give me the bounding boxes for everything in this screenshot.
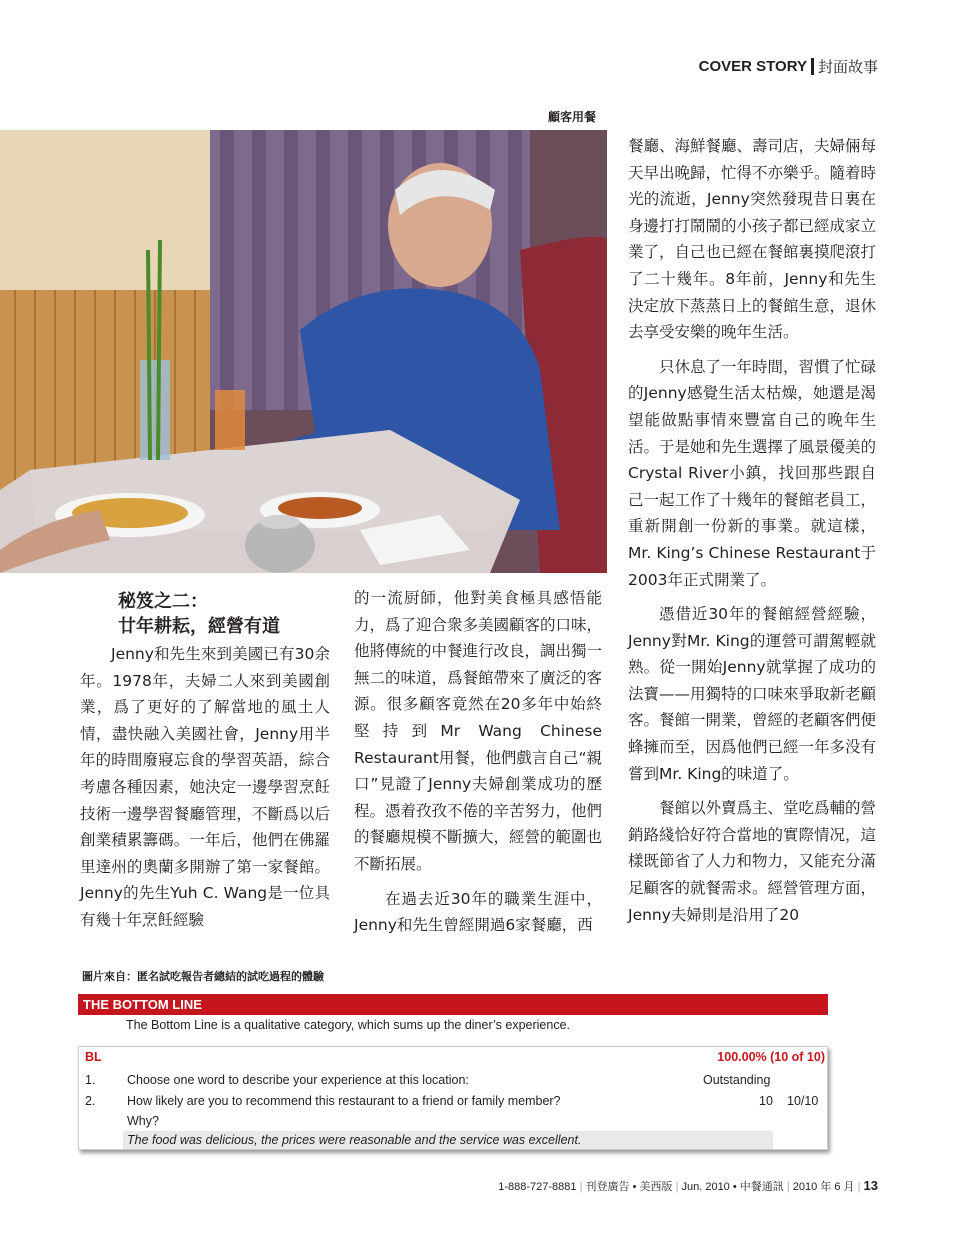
col3-paragraph-4: 餐館以外賣爲主、堂吃爲輔的營銷路綫恰好符合當地的實際情况，這樣既節省了人力和物力，又能充分滿足顧客的就餐需求。經營管理方面，Jenny夫婦則是沿用了20 (628, 799, 877, 924)
image-source-note: 圖片來自：匿名試吃報告者總結的試吃過程的體驗 (82, 970, 324, 983)
footer-date-zh: 2010 年 6 月 (792, 1181, 855, 1193)
bl-score: 100.00% (10 of 10) (717, 1050, 825, 1064)
question-answer: Outstanding (703, 1073, 771, 1087)
bl-label: BL (85, 1050, 102, 1064)
section-header-zh: 封面故事 (817, 59, 878, 76)
col3-paragraph-1: 餐廳、海鮮餐廳、壽司店，夫婦倆每天早出晚歸，忙得不亦樂乎。隨着時光的流逝，Jenny突然發現昔日裏在身邊打打鬧鬧的小孩子都已經成家立業了，自己也已經在餐館裏摸爬滾打了二十幾年。8年前，Jenny和先生決定放下蒸蒸日上的餐館生意，退休去享受安樂的晚年生活。 (628, 137, 877, 342)
header-divider (811, 58, 814, 75)
section-header (699, 56, 878, 77)
footer-publication: 中餐通訊 (739, 1181, 784, 1193)
col1-paragraph-1: Jenny和先生來到美國已有30余年。1978年，夫婦二人來到美國創業，爲了更好的了解當地的風土人情，盡快融入美國社會，Jenny用半年的時間廢寢忘食的學習英語，綜合考慮各種因素，她決定一邊學習烹飪技術一邊學習餐廳管理，不斷爲以后創業積累籌碼。一年后，他們在佛羅里達州的奧蘭多開辦了第一家餐館。Jenny的先生Yuh C. Wang是一位具有幾十年烹飪經驗 (80, 645, 330, 929)
question-answer: 10/10 (787, 1094, 819, 1108)
col2-paragraph-2: 在過去近30年的職業生涯中，Jenny和先生曾經開過6家餐廳，西 (354, 889, 602, 935)
diner-comment: The food was delicious, the prices were reasonable and the service was excellent. (127, 1133, 582, 1147)
article-column-1 (80, 589, 330, 934)
question-number: 2. (85, 1094, 96, 1108)
comment-row (123, 1131, 773, 1149)
photo-caption: 顧客用餐 (548, 110, 597, 124)
col3-paragraph-2: 只休息了一年時間，習慣了忙碌的Jenny感覺生活太枯燥，她還是渴望能做點事情來豐富自己的晚年生活。于是她和先生選擇了風景優美的Crystal River小鎮，找回那些跟自己一起工作了十幾年的餐館老員工，重新開創一份新的事業。就這樣，Mr. King’s Chinese Restaurant于2003年正式開業了。 (628, 357, 877, 589)
why-label: Why? (127, 1114, 159, 1128)
question-text: How likely are you to recommend this restaurant to a friend or family member? (127, 1094, 561, 1108)
footer-ad: 刊登廣告 (585, 1181, 630, 1193)
table-row (79, 1092, 827, 1110)
restaurant-photo (0, 130, 607, 573)
table-row (79, 1112, 827, 1130)
section-header-en: COVER STORY (698, 58, 807, 75)
bottom-line-header: THE BOTTOM LINE (78, 994, 828, 1015)
section-subtitle: 秘笈之二： (118, 591, 208, 612)
col3-paragraph-3: 憑借近30年的餐館經營經驗，Jenny對Mr. King的運營可謂駕輕就熟。從一開始Jenny就掌握了成功的法寶——用獨特的口味來爭取新老顧客。餐館一開業，曾經的老顧客們便蜂擁而至，因爲他們已經一年多没有嘗到Mr. King的味道了。 (628, 605, 877, 783)
bl-score-row (79, 1048, 827, 1066)
question-number: 1. (85, 1073, 96, 1087)
article-column-3 (628, 133, 876, 928)
table-row (79, 1071, 827, 1089)
section-title: 廿年耕耘，經營有道 (118, 616, 280, 637)
footer-date-en: Jun. 2010 (681, 1181, 730, 1193)
bottom-line-table (78, 1046, 828, 1150)
article-column-2 (354, 585, 602, 939)
bottom-line-description: The Bottom Line is a qualitative category, which sums up the diner’s experience. (126, 1018, 570, 1032)
question-text: Choose one word to describe your experience at this location: (127, 1073, 469, 1087)
page-footer: 1-888-727-8881 | 刊登廣告 • 美西版 | Jun. 2010 • 中餐通訊 | 2010 年 6 月 | 13 (498, 1178, 878, 1193)
footer-edition: 美西版 (639, 1181, 673, 1193)
col2-paragraph-1: 的一流厨師，他對美食極具感悟能力，爲了迎合衆多美國顧客的口味，他將傳統的中餐進行改良，調出獨一無二的味道，爲餐館帶來了廣泛的客源。很多顧客竟然在20多年中始終堅持到Mr Wang Chinese Restaurant用餐，他們戲言自己“親口”見證了Jenny夫婦創業成功的歷程。憑着孜孜不倦的辛苦努力，他們的餐廳規模不斷擴大，經營的範圍也不斷拓展。 (354, 589, 603, 873)
question-score: 10 (759, 1094, 773, 1108)
footer-phone: 1-888-727-8881 (498, 1181, 577, 1193)
page-number: 13 (863, 1178, 878, 1193)
